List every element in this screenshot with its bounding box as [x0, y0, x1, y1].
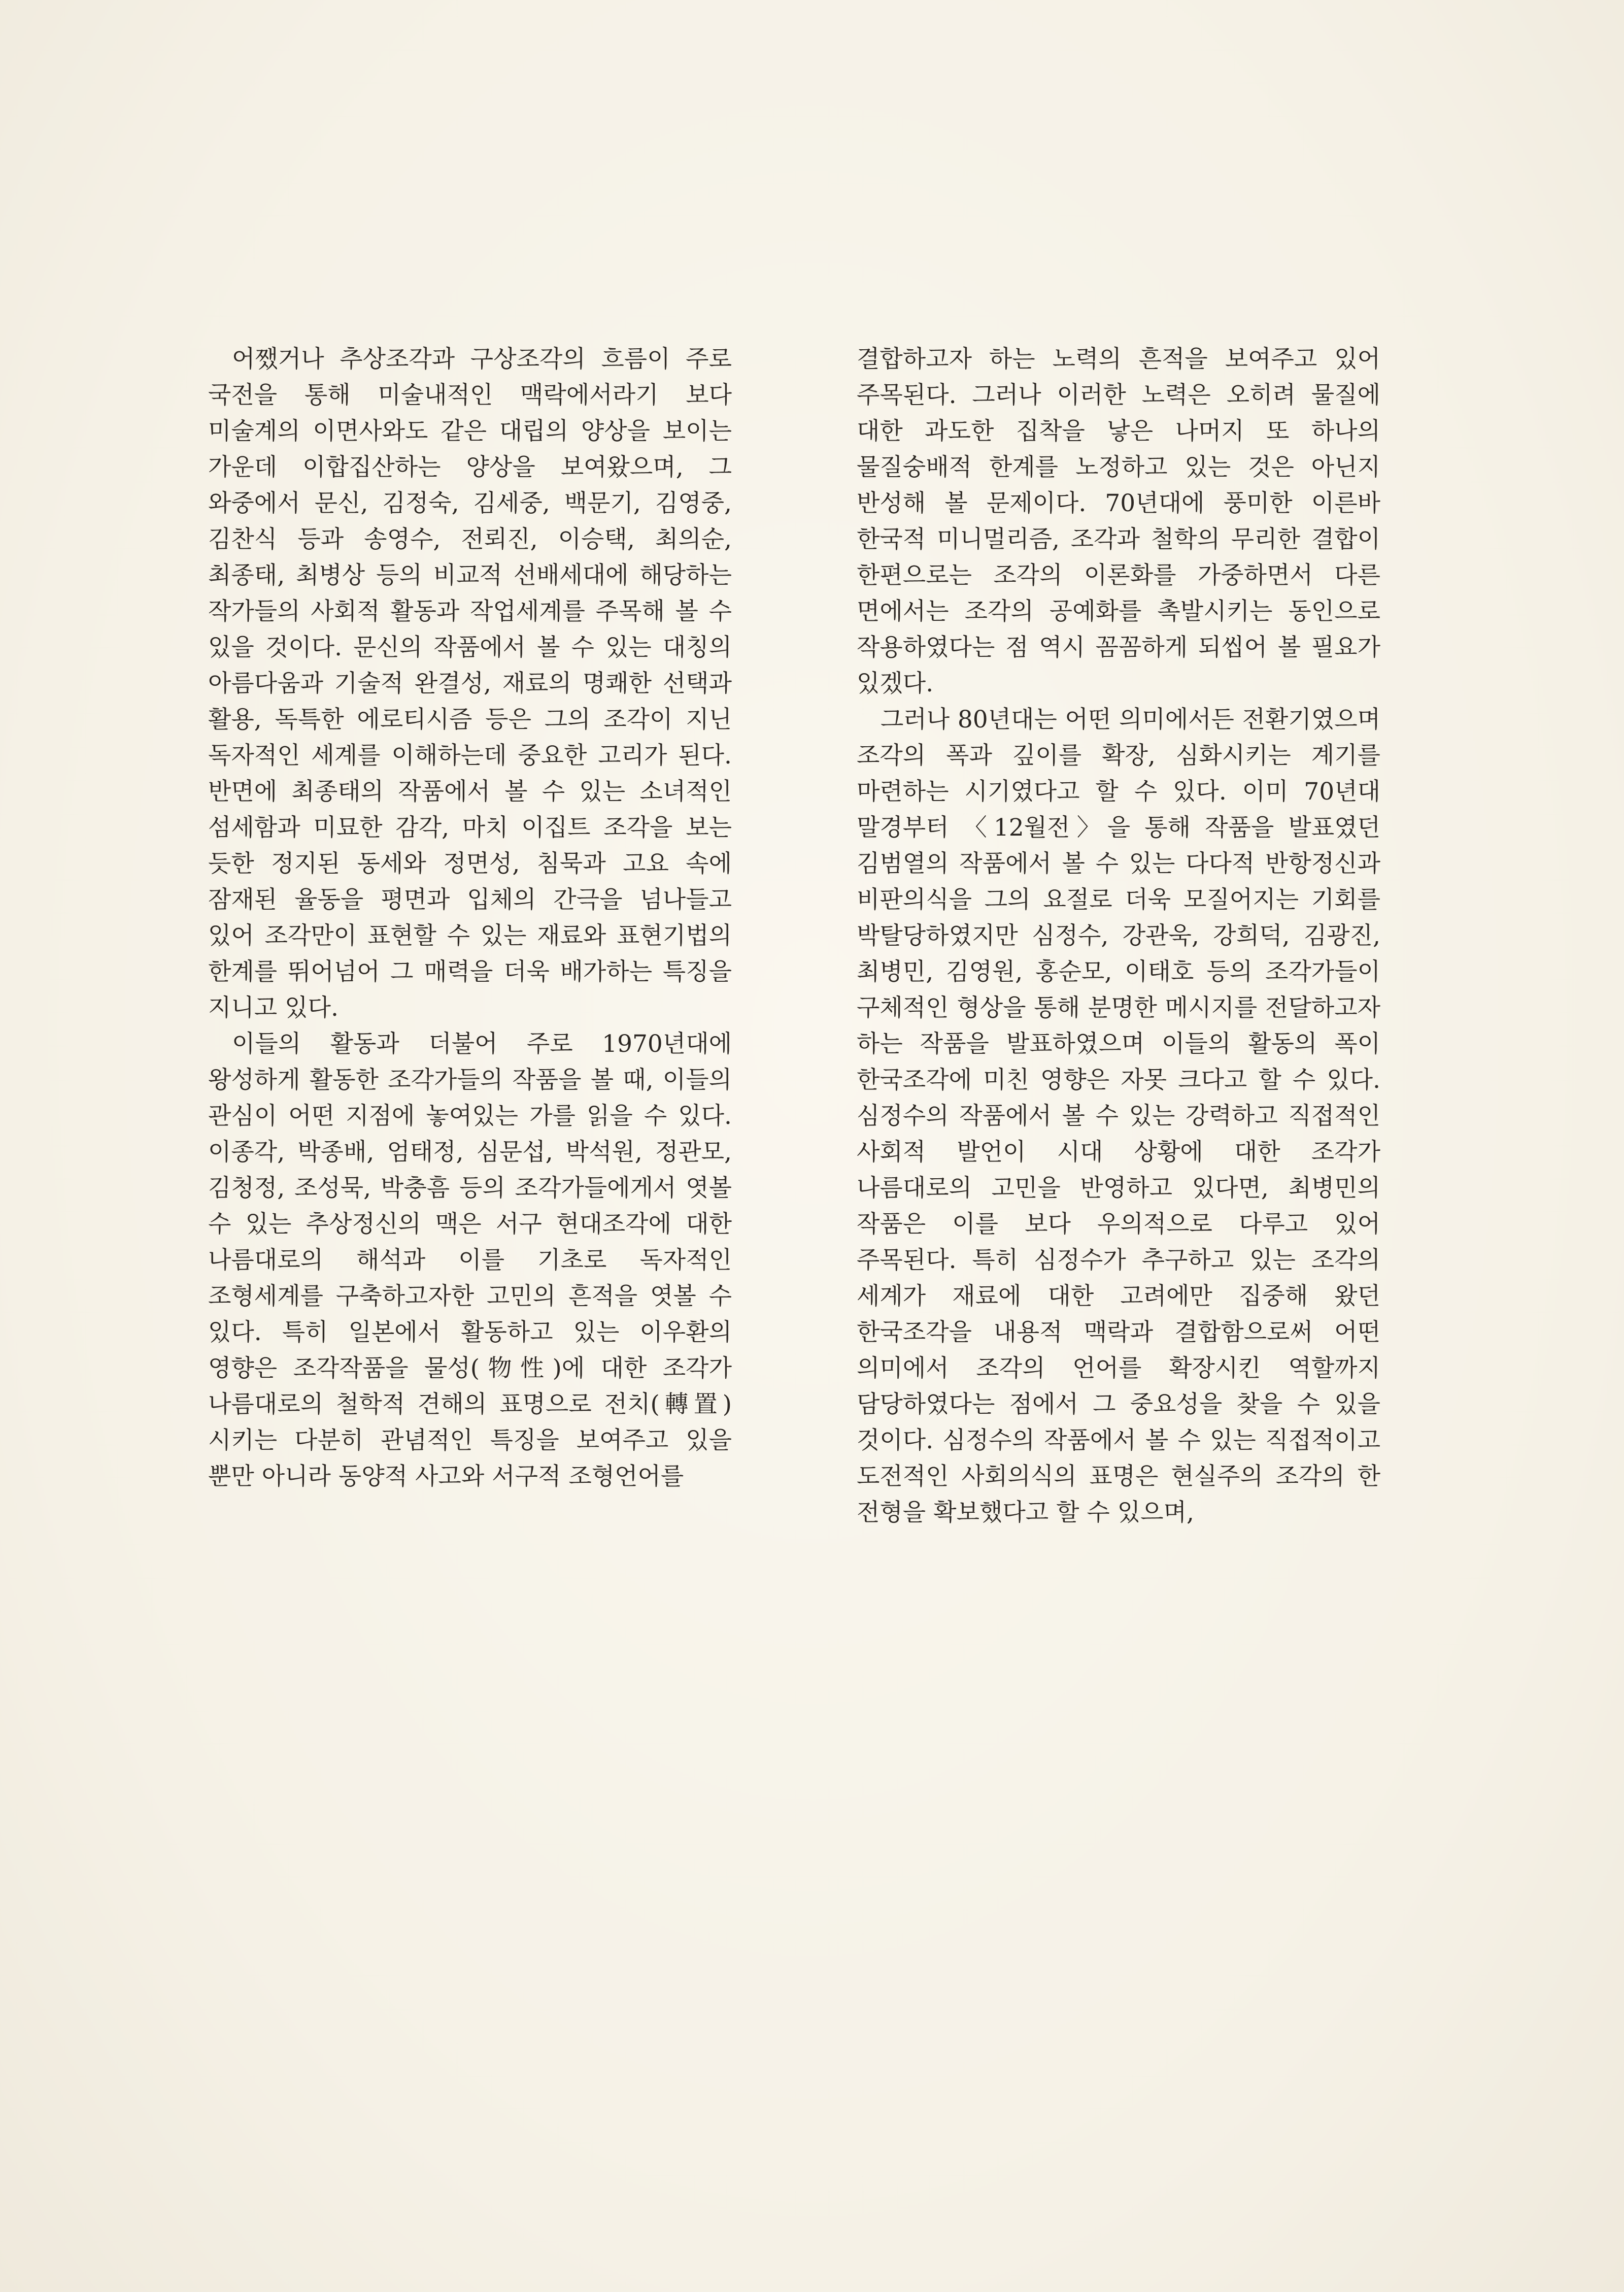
paragraph-1980s-transition: 그러나 80년대는 어떤 의미에서든 전환기였으며 조각의 폭과 깊이를 확장, 심화시키는 계기를 마련하는 시기였다고 할 수 있다. 이미 70년대 말경부터 〈12월전〉을 통해 작품을 발표였던 김범열의 작품에서 볼 수 있는 다다적 반항정신과 비판의식을 그의 요절로 더욱 모질어지는 기회를 박탈당하였지만 심정수, 강관욱, 강희덕, 김광진, 최병민, 김영원, 홍순모, 이태호 등의 조각가들이 구체적인 형상을 통해 분명한 메시지를 전달하고자 하는 작품을 발표하였으며 이들의 활동의 폭이 한국조각에 미친 영향은 자못 크다고 할 수 있다. 심정수의 작품에서 볼 수 있는 강력하고 직접적인 사회적 발언이 시대 상황에 대한 조각가 나름대로의 고민을 반영하고 있다면, 최병민의 작품은 이를 보다 우의적으로 다루고 있어 주목된다. 특히 심정수가 추구하고 있는 조각의 세계가 재료에 대한 고려에만 집중해 왔던 한국조각을 내용적 맥락과 결합함으로써 어떤 의미에서 조각의 언어를 확장시킨 역할까지 담당하였다는 점에서 그 중요성을 찾을 수 있을 것이다. 심정수의 작품에서 볼 수 있는 직접적이고 도전적인 사회의식의 표명은 현실주의 조각의 한 전형을 확보했다고 할 수 있으며, [857, 706, 1380, 1526]
left-text-column [208, 341, 732, 1494]
right-text-column [857, 341, 1380, 1531]
paragraph-continuation-material-obsession: 결합하고자 하는 노력의 흔적을 보여주고 있어 주목된다. 그러나 이러한 노력은 오히려 물질에 대한 과도한 집착을 낳은 나머지 또 하나의 물질숭배적 한계를 노정하고 있는 것은 아닌지 반성해 볼 문제이다. 70년대에 풍미한 이른바 한국적 미니멀리즘, 조각과 철학의 무리한 결합이 한편으로는 조각의 이론화를 가중하면서 다른 면에서는 조각의 공예화를 촉발시키는 동인으로 작용하였다는 점 역시 꼼꼼하게 되씹어 볼 필요가 있겠다. [857, 345, 1380, 697]
paragraph-abstract-figurative-sculpture: 어쨌거나 추상조각과 구상조각의 흐름이 주로 국전을 통해 미술내적인 맥락에서라기 보다 미술계의 이면사와도 같은 대립의 양상을 보이는 가운데 이합집산하는 양상을 보여왔으며, 그 와중에서 문신, 김정숙, 김세중, 백문기, 김영중, 김찬식 등과 송영수, 전뢰진, 이승택, 최의순, 최종태, 최병상 등의 비교적 선배세대에 해당하는 작가들의 사회적 활동과 작업세계를 주목해 볼 수 있을 것이다. 문신의 작품에서 볼 수 있는 대칭의 아름다움과 기술적 완결성, 재료의 명쾌한 선택과 활용, 독특한 에로티시즘 등은 그의 조각이 지닌 독자적인 세계를 이해하는데 중요한 고리가 된다. 반면에 최종태의 작품에서 볼 수 있는 소녀적인 섬세함과 미묘한 감각, 마치 이집트 조각을 보는 듯한 정지된 동세와 정면성, 침묵과 고요 속에 잠재된 율동을 평면과 입체의 간극을 넘나들고 있어 조각만이 표현할 수 있는 재료와 표현기법의 한계를 뛰어넘어 그 매력을 더욱 배가하는 특징을 지니고 있다. [208, 345, 732, 1022]
paragraph-1970s-sculptors: 이들의 활동과 더불어 주로 1970년대에 왕성하게 활동한 조각가들의 작품을 볼 때, 이들의 관심이 어떤 지점에 놓여있는 가를 읽을 수 있다. 이종각, 박종배, 엄태정, 심문섭, 박석원, 정관모, 김청정, 조성묵, 박충흠 등의 조각가들에게서 엿볼 수 있는 추상정신의 맥은 서구 현대조각에 대한 나름대로의 해석과 이를 기초로 독자적인 조형세계를 구축하고자한 고민의 흔적을 엿볼 수 있다. 특히 일본에서 활동하고 있는 이우환의 영향은 조각작품을 물성(物性)에 대한 조각가 나름대로의 철학적 견해의 표명으로 전치(轉置)시키는 다분히 관념적인 특징을 보여주고 있을 뿐만 아니라 동양적 사고와 서구적 조형언어를 [208, 1030, 732, 1490]
